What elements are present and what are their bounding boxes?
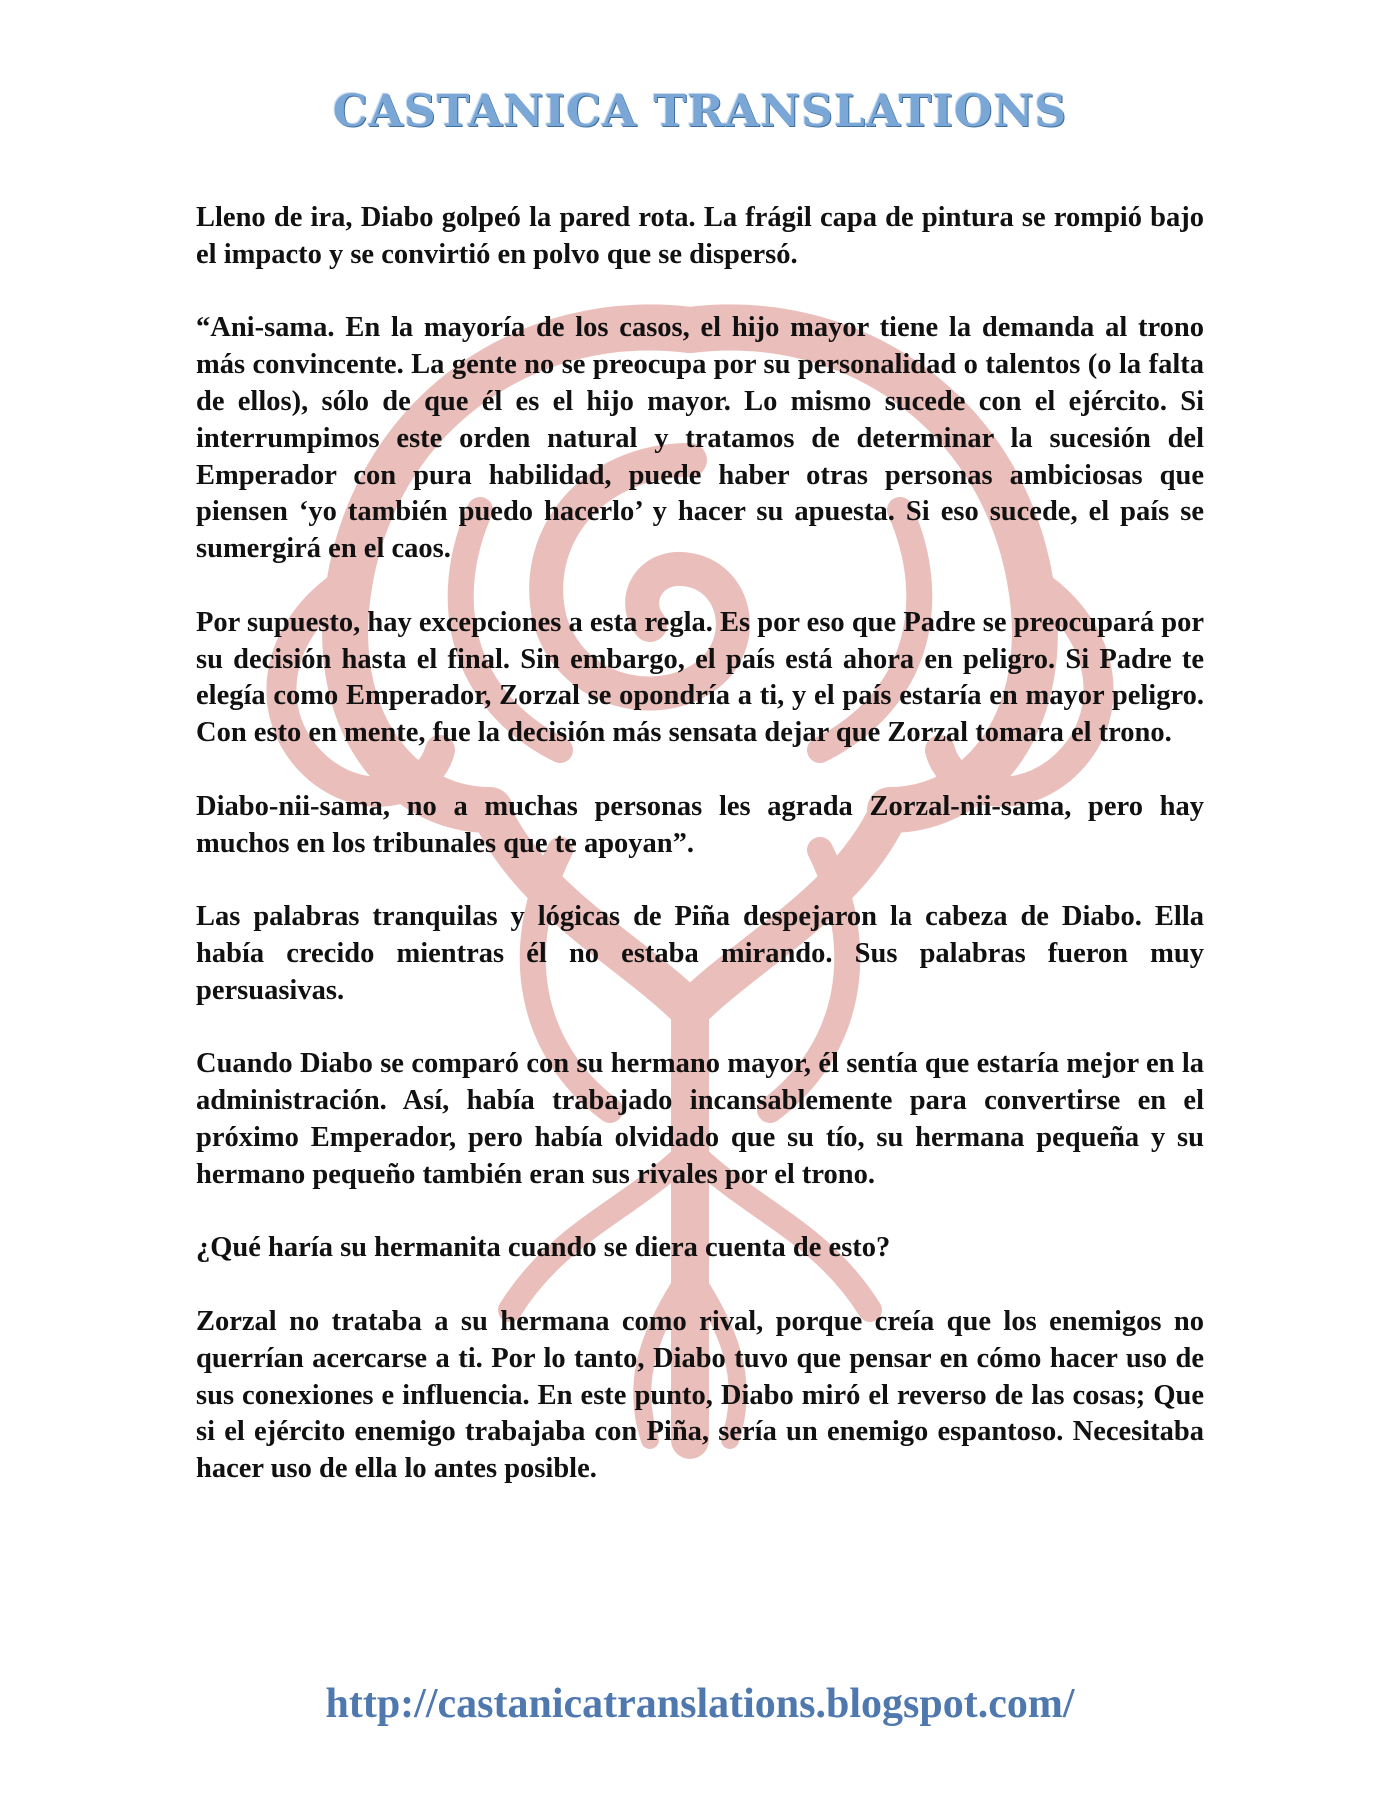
paragraph: Diabo-nii-sama, no a muchas personas les agrada Zorzal-nii-sama, pero hay muchos en los tribunales que te apoyan”. bbox=[196, 790, 1204, 859]
chapter-body bbox=[196, 200, 1204, 1525]
paragraph: ¿Qué haría su hermanita cuando se diera cuenta de esto? bbox=[196, 1232, 891, 1264]
paragraph: Lleno de ira, Diabo golpeó la pared rota. La frágil capa de pintura se rompió bajo el impacto y se convirtió en polvo que se dispersó. bbox=[196, 202, 1204, 270]
paragraph: Cuando Diabo se comparó con su hermano mayor, él sentía que estaría mejor en la administración. Así, había trabajado incansablemente para convertirse en el próximo Emperador, pero había olvidado que su tío, su hermana pequeña y su hermano pequeño también eran sus rivales por el trono. bbox=[196, 1048, 1204, 1190]
site-url-link[interactable]: http://castanicatranslations.blogspot.com/ bbox=[325, 1681, 1075, 1727]
paragraph: “Ani-sama. En la mayoría de los casos, el hijo mayor tiene la demanda al trono más convincente. La gente no se preocupa por su personalidad o talentos (o la falta de ellos), sólo de que él es el hijo mayor. Lo mismo sucede con el ejército. Si interrumpimos este orden natural y tratamos de determinar la sucesión del Emperador con pura habilidad, puede haber otras personas ambiciosas que piensen ‘yo también puedo hacerlo’ y hacer su apuesta. Si eso sucede, el país se sumergirá en el caos. bbox=[196, 312, 1204, 565]
paragraph: Las palabras tranquilas y lógicas de Piña despejaron la cabeza de Diabo. Ella había crecido mientras él no estaba mirando. Sus palabras fueron muy persuasivas. bbox=[196, 901, 1204, 1006]
site-title: CASTANICA TRANSLATIONS bbox=[332, 86, 1068, 137]
paragraph: Por supuesto, hay excepciones a esta regla. Es por eso que Padre se preocupará por su decisión hasta el final. Sin embargo, el país está ahora en peligro. Si Padre te elegía como Emperador, Zorzal se opondría a ti, y el país estaría en mayor peligro. Con esto en mente, fue la decisión más sensata dejar que Zorzal tomara el trono. bbox=[196, 606, 1204, 749]
paragraph: Zorzal no trataba a su hermana como rival, porque creía que los enemigos no querrían acercarse a ti. Por lo tanto, Diabo tuvo que pensar en cómo hacer uso de sus conexiones e influencia. En este punto, Diabo miró el reverso de las cosas; Que si el ejército enemigo trabajaba con Piña, sería un enemigo espantoso. Necesitaba hacer uso de ella lo antes posible. bbox=[196, 1305, 1204, 1485]
